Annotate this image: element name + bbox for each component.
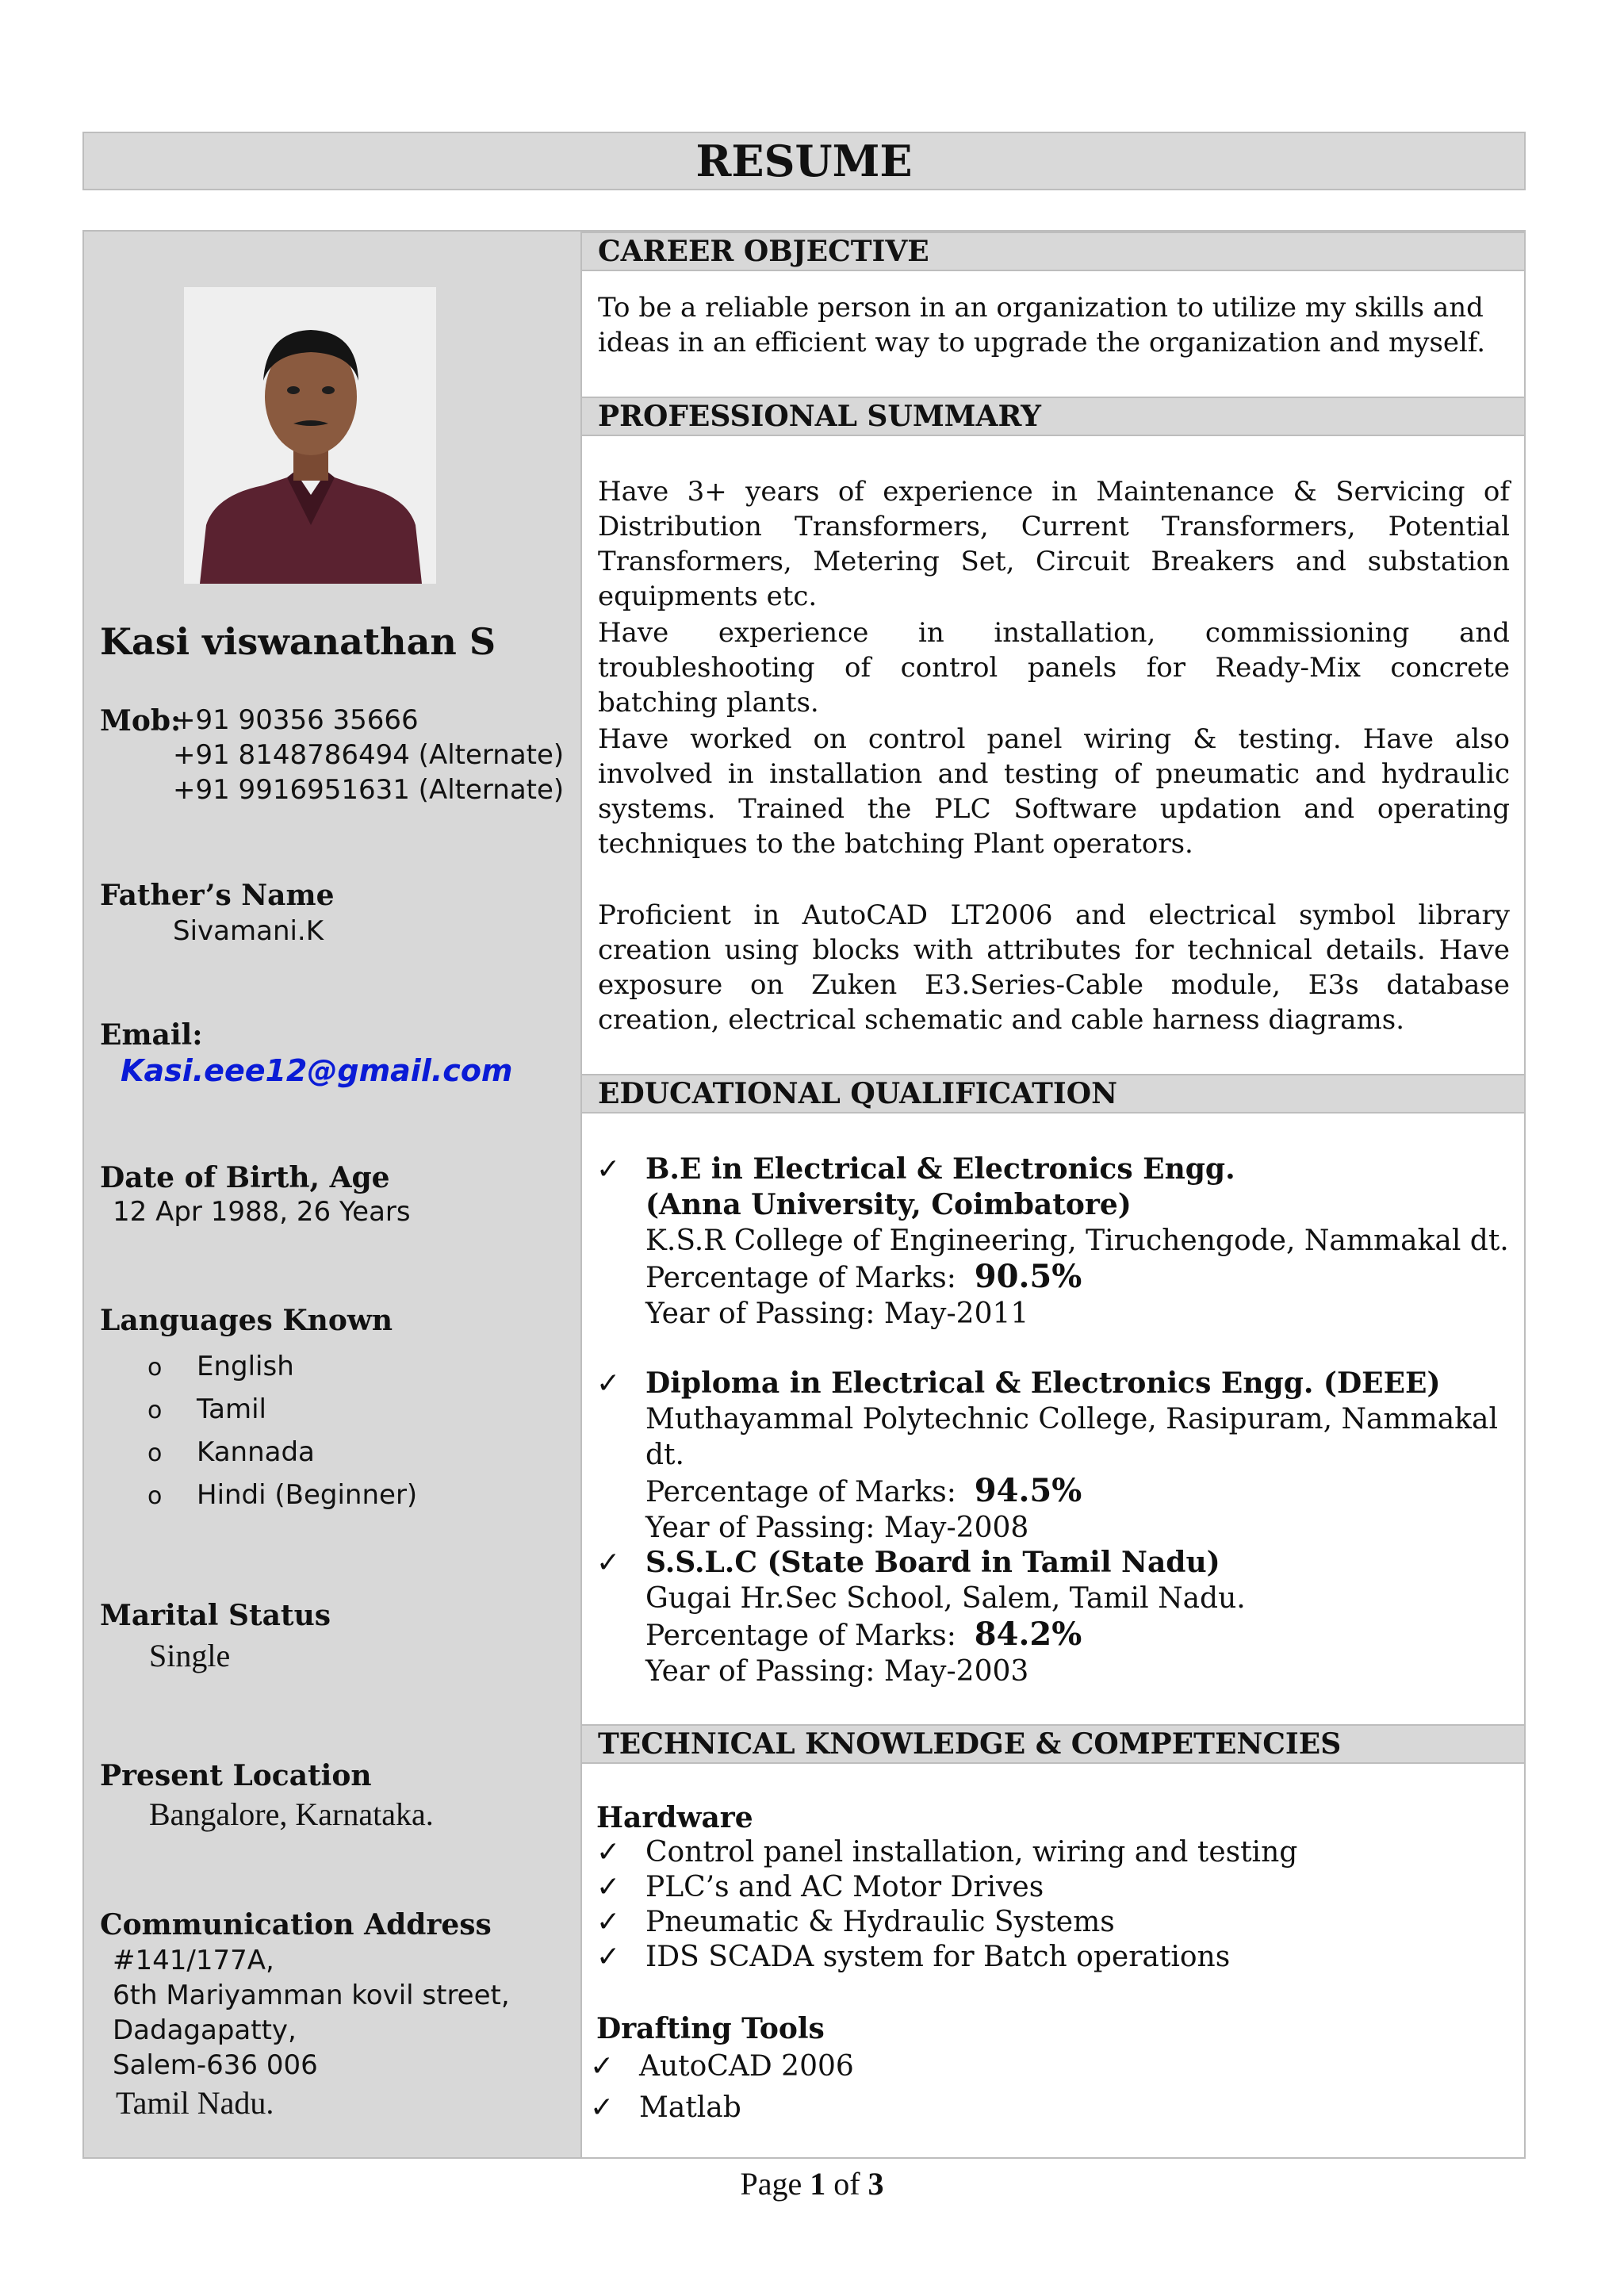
check-icon: ✓ [590, 2050, 615, 2083]
languages-list [147, 1345, 417, 1516]
language-item: o Hindi (Beginner) [147, 1479, 418, 1511]
email-link[interactable]: Kasi.eee12@gmail.com [121, 1053, 513, 1088]
summary-paragraph: Proficient in AutoCAD LT2006 and electrical symbol library creation using blocks with attributes for technical details. Have exposure on Zuken E3.Series-Cable module, E3s database creation, electrical schematic and cable harness diagrams. [598, 899, 1510, 1036]
marital-value: Single [149, 1638, 231, 1673]
summary-paragraph: Have experience in installation, commissioning and troubleshooting of control panels for Ready-Mix concrete batching plants. [598, 617, 1510, 719]
check-icon: ✓ [596, 1547, 621, 1579]
total-pages: 3 [868, 2166, 884, 2202]
address-line: Salem-636 006 [113, 2049, 318, 2081]
check-icon: ✓ [596, 1941, 621, 1973]
drafting-item: ✓ AutoCAD 2006 [596, 2046, 1516, 2087]
page-footer: Page 1 of 3 [740, 2166, 884, 2202]
summary-paragraph: Have worked on control panel wiring & testing. Have also involved in installation and testing of pneumatic and hydraulic systems. Trained the PLC Software updation and operating techniques to the batching Plant operators. [598, 723, 1510, 860]
current-page: 1 [810, 2166, 826, 2202]
address-label: Communication Address [100, 1908, 492, 1941]
technical-heading: TECHNICAL KNOWLEDGE & COMPETENCIES [582, 1724, 1524, 1764]
father-label: Father’s Name [100, 879, 335, 912]
profile-photo [184, 287, 436, 584]
check-icon: ✓ [596, 1367, 621, 1400]
hardware-item: ✓ Pneumatic & Hydraulic Systems [596, 1906, 1115, 1938]
hardware-item: ✓ PLC’s and AC Motor Drives [596, 1871, 1044, 1903]
hardware-label: Hardware [596, 1801, 753, 1834]
address-line: Tamil Nadu. [116, 2085, 274, 2121]
language-item: o English [147, 1351, 294, 1382]
career-objective-heading: CAREER OBJECTIVE [582, 232, 1524, 271]
dob-value: 12 Apr 1988, 26 Years [113, 1196, 411, 1228]
phone-primary: +91 90356 35666 [173, 704, 419, 736]
marital-label: Marital Status [100, 1599, 331, 1632]
father-name: Sivamani.K [173, 915, 324, 947]
career-objective-text: To be a reliable person in an organization to utilize my skills and ideas in an efficient way to upgrade the organization and myself. [598, 292, 1486, 358]
check-icon: ✓ [596, 1871, 621, 1903]
hardware-list [596, 1800, 1516, 1975]
mob-label: Mob: [100, 704, 182, 738]
address-line: #141/177A, [113, 1945, 274, 1976]
resume-frame [82, 230, 1526, 2159]
education-item-be: ✓ B.E in Electrical & Electronics Engg. (Anna University, Coimbatore) K.S.R College of Engineering, Tiruchengode, Nammakal dt. Percentage of Marks: 90.5% Year of Passing: May-2011 [596, 1152, 1509, 1330]
language-item: o Kannada [147, 1436, 315, 1468]
title-bar [82, 132, 1526, 190]
address-line: Dadagapatty, [113, 2014, 297, 2046]
languages-label: Languages Known [100, 1304, 393, 1337]
email-label: Email: [100, 1018, 203, 1052]
education-heading: EDUCATIONAL QUALIFICATION [582, 1074, 1524, 1114]
phone-alternate-2: +91 9916951631 (Alternate) [173, 774, 565, 806]
hardware-item: ✓ IDS SCADA system for Batch operations [596, 1941, 1231, 1973]
page-title: RESUME [695, 136, 913, 186]
check-icon: ✓ [596, 1906, 621, 1938]
check-icon: ✓ [596, 1153, 621, 1186]
drafting-item: ✓ Matlab [596, 2087, 1516, 2129]
phone-alternate-1: +91 8148786494 (Alternate) [173, 739, 565, 771]
dob-label: Date of Birth, Age [100, 1161, 390, 1194]
drafting-list [590, 2011, 1516, 2129]
person-portrait-icon [184, 287, 436, 584]
location-label: Present Location [100, 1759, 372, 1792]
left-column [84, 232, 582, 2157]
check-icon: ✓ [590, 2091, 615, 2124]
candidate-name: Kasi viswanathan S [100, 620, 496, 663]
address-line: 6th Mariyamman kovil street, [113, 1980, 510, 2011]
hardware-item: ✓ Control panel installation, wiring and testing [596, 1836, 1298, 1869]
drafting-label: Drafting Tools [596, 2012, 825, 2045]
education-item-sslc: ✓ S.S.L.C (State Board in Tamil Nadu) Gugai Hr.Sec School, Salem, Tamil Nadu. Percentage of Marks: 84.2% Year of Passing: May-2003 [596, 1546, 1246, 1688]
right-column [582, 232, 1524, 2157]
summary-paragraph: Have 3+ years of experience in Maintenance & Servicing of Distribution Transformers, Current Transformers, Potential Transformers, Metering Set, Circuit Breakers and substation equipments etc. [598, 476, 1510, 612]
check-icon: ✓ [596, 1836, 621, 1869]
location-value: Bangalore, Karnataka. [149, 1796, 434, 1832]
professional-summary-heading: PROFESSIONAL SUMMARY [582, 397, 1524, 436]
education-item-diploma: ✓ Diploma in Electrical & Electronics Engg. (DEEE) Muthayammal Polytechnic College, Rasipuram, Nammakal dt. Percentage of Marks: 94.5% Year of Passing: May-2008 [596, 1366, 1498, 1544]
language-item: o Tamil [147, 1393, 266, 1425]
